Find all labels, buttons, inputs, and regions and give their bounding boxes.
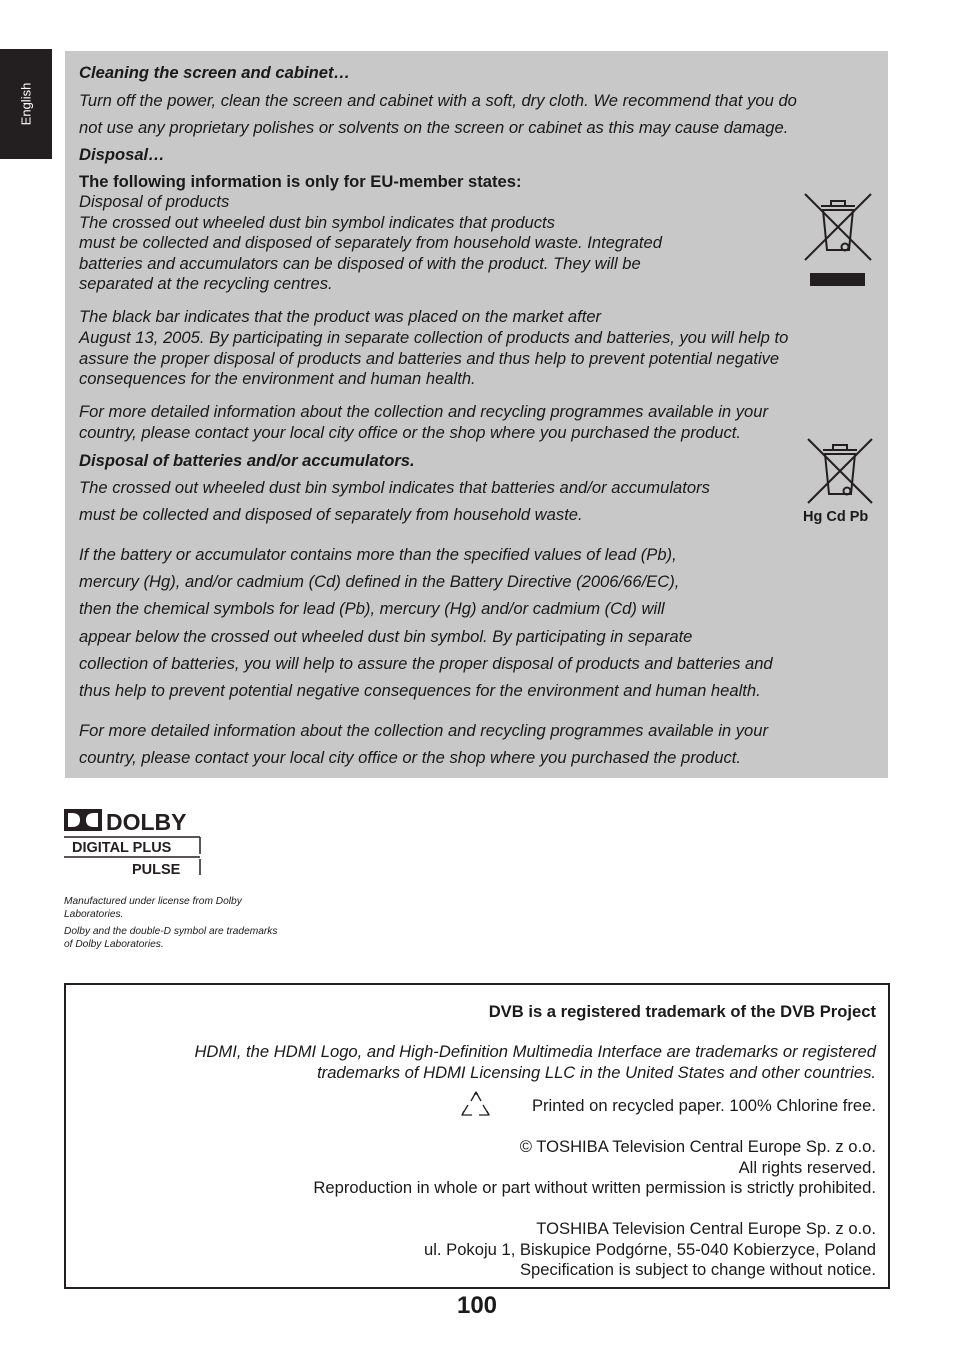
products-text-line: must be collected and disposed of separately from household waste. Integrated [79,233,662,252]
dolby-license-line: Laboratories. [64,909,124,920]
address-line: TOSHIBA Television Central Europe Sp. z o.o. [536,1219,876,1238]
address-line: Specification is subject to change without notice. [519,1260,876,1279]
care-and-disposal-panel [65,51,888,778]
hdmi-trademark-line: HDMI, the HDMI Logo, and High-Definition Multimedia Interface are trademarks or registered [194,1042,876,1061]
battery-detail-line: collection of batteries, you will help to assure the proper disposal of products and batteries and [79,654,773,673]
more-info-line: country, please contact your local city office or the shop where you purchased the product. [79,423,741,442]
more-info-line: country, please contact your local city office or the shop where you purchased the product. [79,748,741,767]
products-text-line: batteries and accumulators can be disposed of with the product. They will be [79,254,641,273]
disposal-heading: Disposal… [79,145,165,164]
battery-detail-line: thus help to prevent potential negative consequences for the environment and human health. [79,681,761,700]
cleaning-text-line: not use any proprietary polishes or solvents on the screen or cabinet as this may cause damage. [79,118,789,137]
copyright-line: All rights reserved. [738,1158,876,1177]
dolby-pulse-text: PULSE [132,862,181,878]
dolby-wordmark: DOLBY [106,809,187,835]
more-info-line: For more detailed information about the collection and recycling programmes available in your [79,721,768,740]
dolby-trademark-line: Dolby and the double-D symbol are trademarks [64,926,278,937]
dolby-trademark-line: of Dolby Laboratories. [64,939,164,950]
more-info-line: For more detailed information about the collection and recycling programmes available in your [79,402,768,421]
crossed-battery-bin-icon [806,437,874,507]
recycled-paper-note: Printed on recycled paper. 100% Chlorine free. [531,1096,876,1115]
battery-detail-line: appear below the crossed out wheeled dust bin symbol. By participating in separate [79,627,693,646]
batteries-heading: Disposal of batteries and/or accumulators. [79,451,415,470]
recycle-icon [458,1087,494,1123]
page-number: 100 [456,1292,498,1319]
language-label: English [18,82,34,126]
hdmi-trademark-line: trademarks of HDMI Licensing LLC in the United States and other countries. [317,1063,876,1082]
products-text-line: Disposal of products [79,192,230,211]
batteries-text-line: must be collected and disposed of separately from household waste. [79,505,583,524]
legal-notice-box [64,983,890,1289]
dolby-digital-plus-pulse-logo [64,808,204,878]
black-bar-text-line: August 13, 2005. By participating in separate collection of products and batteries, you will help to [79,328,789,347]
black-bar-text-line: The black bar indicates that the product was placed on the market after [79,307,602,326]
address-line: ul. Pokoju 1, Biskupice Podgórne, 55-040 Kobierzyce, Poland [423,1240,876,1259]
dolby-digital-plus-text: DIGITAL PLUS [72,840,172,856]
products-text-line: The crossed out wheeled dust bin symbol indicates that products [79,213,555,232]
battery-detail-line: mercury (Hg), and/or cadmium (Cd) defined in the Battery Directive (2006/66/EC), [79,572,680,591]
batteries-text-line: The crossed out wheeled dust bin symbol indicates that batteries and/or accumulators [79,478,710,497]
copyright-line: Reproduction in whole or part without written permission is strictly prohibited. [313,1178,876,1197]
dvb-trademark: DVB is a registered trademark of the DVB Project [488,1002,876,1021]
dolby-license-line: Manufactured under license from Dolby [64,896,242,907]
battery-detail-line: If the battery or accumulator contains more than the specified values of lead (Pb), [79,545,677,564]
battery-detail-line: then the chemical symbols for lead (Pb), mercury (Hg) and/or cadmium (Cd) will [79,599,665,618]
language-side-tab [0,49,52,159]
eu-notice: The following information is only for EU-member states: [79,172,522,191]
copyright-line: © TOSHIBA Television Central Europe Sp. z o.o. [519,1137,876,1156]
cleaning-text-line: Turn off the power, clean the screen and cabinet with a soft, dry cloth. We recommend that you do [79,91,797,110]
black-bar-text-line: assure the proper disposal of products and batteries and thus help to prevent potential negative [79,349,780,368]
crossed-bin-with-bar-icon [803,192,873,290]
black-bar-text-line: consequences for the environment and human health. [79,369,476,388]
chemical-symbols-label: Hg Cd Pb [803,509,869,525]
cleaning-heading: Cleaning the screen and cabinet… [79,63,351,82]
products-text-line: separated at the recycling centres. [79,274,333,293]
